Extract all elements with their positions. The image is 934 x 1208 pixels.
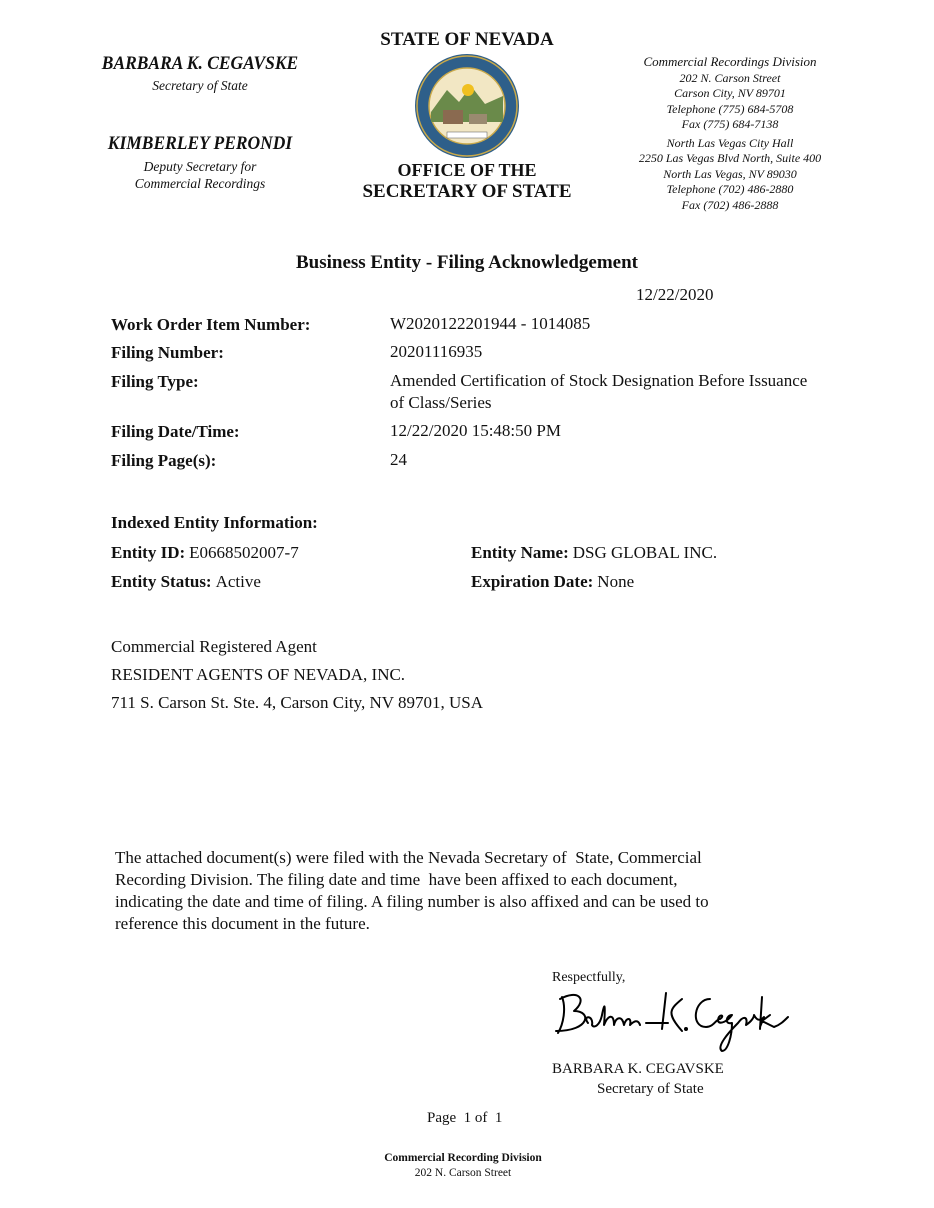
field-value: W2020122201944 - 1014085 [390,314,591,333]
contact-line: 2250 Las Vegas Blvd North, Suite 400 [638,151,822,165]
entity-name-value: DSG GLOBAL INC. [572,543,718,562]
contact-block [620,54,840,213]
notice-line: reference this document in the future. [115,914,370,933]
contact-line: North Las Vegas City Hall [666,135,794,150]
agent-name: RESIDENT AGENTS OF NEVADA, INC. [111,665,406,684]
contact-line: Telephone (775) 684-5708 [666,101,794,116]
notice-line: Recording Division. The filing date and time have been affixed to each document, [115,870,678,889]
contact-line: Commercial Recordings Division [643,54,817,69]
contact-line: Carson City, NV 89701 [674,86,786,100]
page-number: Page 1 of 1 [427,1110,503,1126]
entity-id-value: E0668502007-7 [189,543,299,562]
field-label: Filing Date/Time: [111,422,240,441]
signature-icon [548,985,793,1057]
entity-status [111,572,261,592]
field-label: Filing Page(s): [111,451,217,470]
contact-line: Fax (775) 684-7138 [681,117,779,131]
secretary-title: Secretary of State [152,78,248,93]
expiration-date [471,572,634,592]
secretary-name: BARBARA K. CEGAVSKE [101,53,299,74]
office-line2: SECRETARY OF STATE [362,181,572,202]
signer-name: BARBARA K. CEGAVSKE [552,1061,724,1077]
entity-id [111,543,299,563]
field-label: Filing Type: [111,372,199,391]
entity-status-label: Entity Status: [111,572,212,591]
field-value: Amended Certification of Stock Designation Before Issuance [390,371,808,390]
agent-address: 711 S. Carson St. Ste. 4, Carson City, NV 89701, USA [111,693,483,712]
entity-id-label: Entity ID: [111,543,186,562]
field-value: 24 [390,450,407,469]
deputy-title-line2: Commercial Recordings [134,176,266,191]
field-value: 12/22/2020 15:48:50 PM [390,421,561,440]
deputy-title-line1: Deputy Secretary for [143,159,257,174]
expiration-label: Expiration Date: [471,572,594,591]
field-value-cont: of Class/Series [390,393,492,412]
field-label: Filing Number: [111,343,224,362]
entity-status-value: Active [215,572,261,591]
contact-line: Fax (702) 486-2888 [681,197,779,212]
entity-name-label: Entity Name: [471,543,569,562]
field-label: Work Order Item Number: [111,315,311,334]
footer-division: Commercial Recording Division [384,1152,542,1164]
state-heading: STATE OF NEVADA [380,29,554,50]
document-title: Business Entity - Filing Acknowledgement [295,252,639,273]
indexed-heading: Indexed Entity Information: [111,513,318,532]
contact-line: North Las Vegas, NV 89030 [663,166,797,181]
signer-title: Secretary of State [597,1081,704,1097]
state-seal-icon [413,52,521,160]
field-value: 20201116935 [390,342,483,361]
contact-line: 202 N. Carson Street [679,70,781,85]
agent-type: Commercial Registered Agent [111,637,317,656]
contact-line: Telephone (702) 486-2880 [666,182,794,196]
notice-line: The attached document(s) were filed with the Nevada Secretary of State, Commercial [115,848,702,867]
deputy-name: KIMBERLEY PERONDI [107,133,293,154]
notice-line: indicating the date and time of filing. A filing number is also affixed and can be used to [115,892,709,911]
expiration-value: None [597,572,635,591]
closing: Respectfully, [552,970,626,985]
office-line1: OFFICE OF THE [397,160,537,180]
entity-name [471,543,717,563]
document-date: 12/22/2020 [636,285,714,304]
notice-paragraph [115,847,709,935]
footer-address: 202 N. Carson Street [414,1167,512,1179]
